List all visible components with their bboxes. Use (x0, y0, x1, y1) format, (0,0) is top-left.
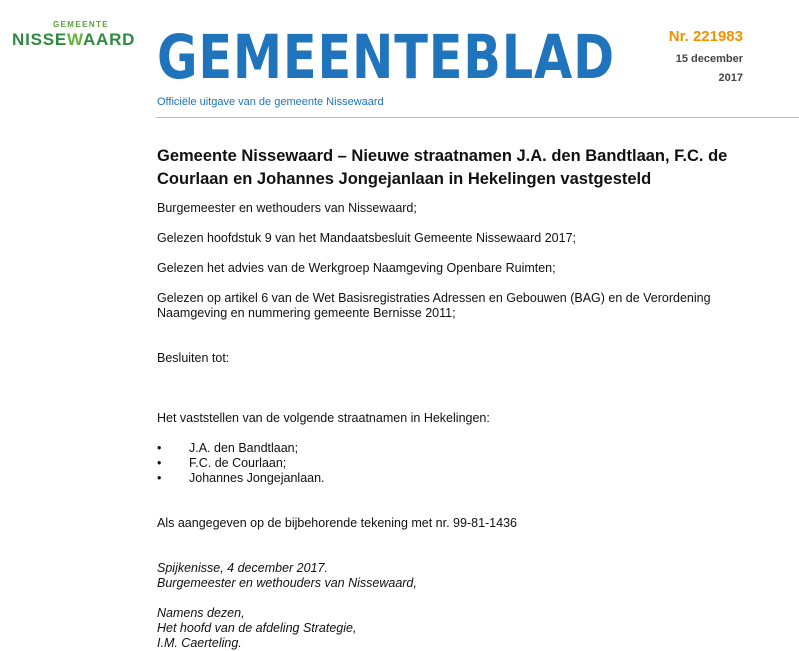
masthead-subtitle: Officiële uitgave van de gemeente Nissewaard (157, 96, 384, 108)
logo-wordmark-accent: W (67, 30, 83, 49)
logo-wordmark (12, 30, 140, 50)
document-body (157, 145, 777, 651)
masthead-title: GEMEENTEBLAD (157, 22, 615, 93)
logo-wordmark-left: NISSE (12, 30, 68, 49)
street-name: F.C. de Courlaan; (189, 456, 287, 470)
signature-on-behalf: Namens dezen, (157, 606, 245, 620)
paragraph-intro: Burgemeester en wethouders van Nissewaard; (157, 201, 417, 215)
signature-authority: Burgemeester en wethouders van Nissewaard, (157, 576, 417, 590)
signature-role: Het hoofd van de afdeling Strategie, (157, 621, 357, 635)
paragraph-drawing-reference: Als aangegeven op de bijbehorende tekening met nr. 99-81-1436 (157, 516, 517, 530)
issue-number: Nr. 221983 (668, 28, 743, 45)
document-title: Gemeente Nissewaard – Nieuwe straatnamen J.A. den Bandtlaan, F.C. de Courlaan en Johannes Jongejanlaan in Hekelingen vastgesteld (157, 147, 728, 188)
paragraph-decision: Besluiten tot: (157, 351, 230, 365)
logo-wordmark-right: AARD (82, 30, 136, 49)
signature-place-date: Spijkenisse, 4 december 2017. (157, 561, 328, 575)
signature-name: I.M. Caerteling. (157, 636, 242, 650)
bullet-icon: • (157, 441, 162, 455)
list-item (157, 441, 777, 456)
nissewaard-logo (12, 20, 140, 50)
header-divider (156, 117, 799, 118)
list-item (157, 471, 777, 486)
street-name-list (157, 441, 777, 486)
issue-info (669, 28, 743, 84)
issue-date: 15 december (675, 53, 743, 65)
paragraph-legal-basis: Gelezen op artikel 6 van de Wet Basisregistraties Adressen en Gebouwen (BAG) en de Verordening Naamgeving en nummering gemeente Bernisse 2011; (157, 291, 711, 320)
street-name: Johannes Jongejanlaan. (189, 471, 325, 485)
bullet-icon: • (157, 456, 162, 470)
paragraph-advice: Gelezen het advies van de Werkgroep Naamgeving Openbare Ruimten; (157, 261, 556, 275)
street-name: J.A. den Bandtlaan; (189, 441, 299, 455)
list-item (157, 456, 777, 471)
logo-tagline: GEMEENTE (52, 20, 110, 29)
bullet-icon: • (157, 471, 162, 485)
issue-year: 2017 (718, 72, 743, 84)
paragraph-mandate: Gelezen hoofdstuk 9 van het Mandaatsbesluit Gemeente Nissewaard 2017; (157, 231, 577, 245)
paragraph-streets-intro: Het vaststellen van de volgende straatnamen in Hekelingen: (157, 411, 490, 425)
